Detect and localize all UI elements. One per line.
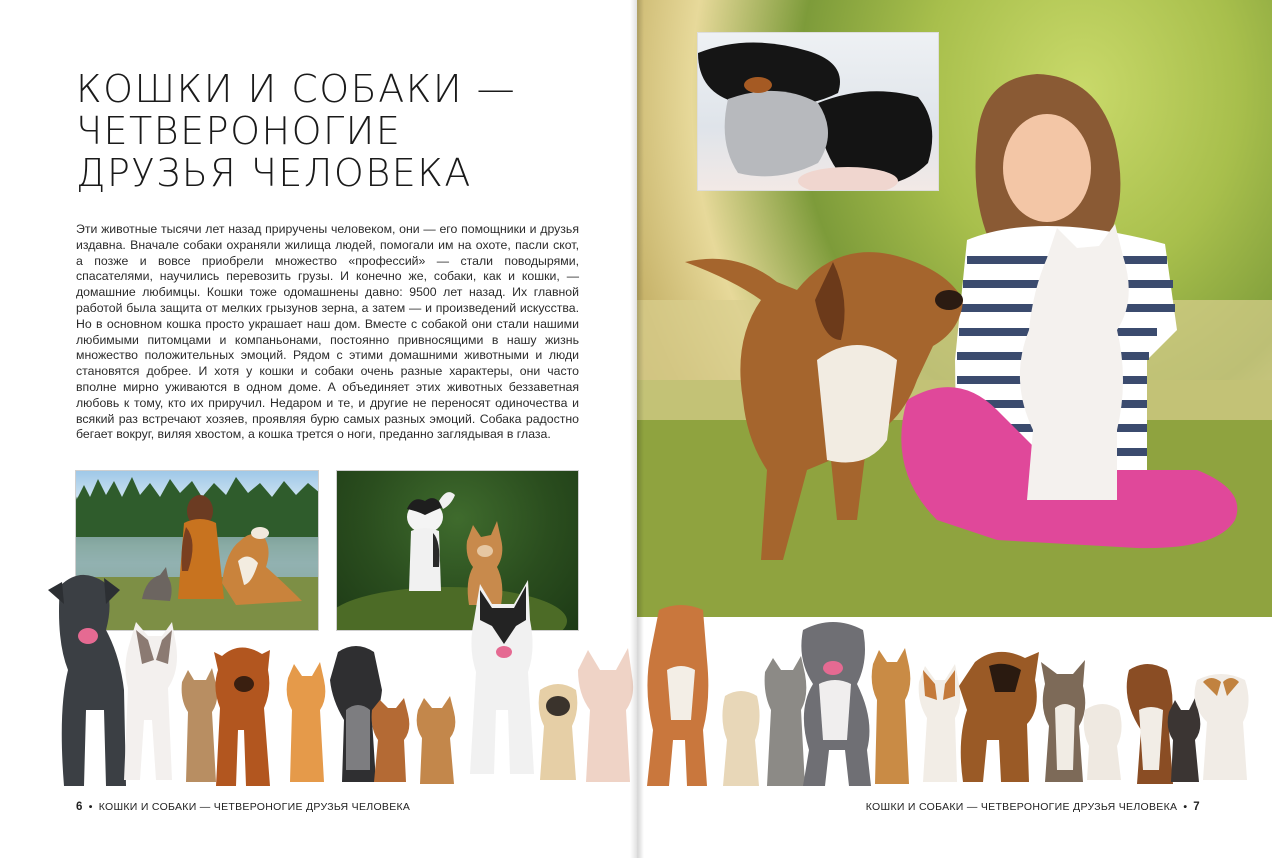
title-line-1: КОШКИ И СОБАКИ —	[76, 67, 517, 111]
page-number-left: 6	[76, 801, 83, 813]
sphynx-cat	[578, 648, 633, 782]
footer-right	[866, 801, 1200, 813]
husky-puppy	[124, 622, 177, 780]
brown-puppy	[214, 647, 270, 786]
animals-row-right	[637, 600, 1272, 800]
tabby-kitten-2	[417, 696, 456, 784]
title-line-2: ЧЕТВЕРОНОГИЕ	[76, 109, 402, 153]
bullet-dot-icon: •	[88, 801, 93, 813]
german-shepherd-puppy	[959, 652, 1039, 782]
title-line-3: ДРУЗЬЯ ЧЕЛОВЕКА	[76, 151, 472, 195]
right-page	[637, 0, 1272, 858]
bengal-kitten	[872, 648, 911, 784]
pit-bull	[801, 622, 871, 786]
cane-corso-dog	[48, 575, 126, 786]
page-number-right: 7	[1193, 801, 1200, 813]
body-paragraph: Эти животные тысячи лет назад приручены человеком, они — его помощники и друзья издавна. Вначале собаки охраняли жилища людей, помогали им на охоте, пасли скот, а позже и вовсе приобрели множество «профессий» — стали поводырями, спасателями, научились перевозить грузы. И конечно же, собаки, как и кошки, — домашние любимцы. Кошки тоже одомашнены давно: 9500 лет назад. Их главной работой была защита от мелких грызунов зерна, а затем — и произведений искусства. Но в основном кошка просто украшает наш дом. Вместе с собакой они стали нашими любимыми питомцами и компаньонами, постоянно привносящими в нашу жизнь множество положительных эмоций. Рядом с этими домашними животными и люди становятся добрее. И хотя у кошки и собаки очень разные характеры, они часто вполне мирно уживаются в одном доме. А объединяет этих животных беззаветная любовь к тому, кто их приручил. Недаром и те, и другие не переносят одиночества и всякий раз встречают хозяев, проявляя бурю самых разных эмоций. Собака радостно бегает вокруг, виляя хвостом, а кошка трется о ноги, преданно заглядывая в глаза.	[76, 222, 579, 442]
page-title	[76, 68, 596, 194]
running-title-left: КОШКИ И СОБАКИ — ЧЕТВЕРОНОГИЕ ДРУЗЬЯ ЧЕЛОВЕКА	[98, 801, 411, 813]
pug	[539, 684, 578, 780]
tabby-kitten-1	[182, 668, 218, 782]
persian-kitten	[1084, 704, 1122, 780]
siberian-husky	[470, 580, 534, 774]
book-gutter-shadow	[630, 0, 644, 858]
jack-russell	[919, 664, 961, 782]
ginger-kitten	[287, 662, 326, 782]
shih-tzu	[722, 691, 759, 786]
bullet-dot-icon: •	[1183, 801, 1188, 813]
yorkshire-terrier	[372, 698, 410, 782]
animals-row-left	[40, 560, 637, 800]
grey-tabby-cat	[765, 656, 807, 786]
footer-left	[76, 801, 410, 813]
running-title-right: КОШКИ И СОБАКИ — ЧЕТВЕРОНОГИЕ ДРУЗЬЯ ЧЕЛОВЕКА	[865, 801, 1178, 813]
basset-hound	[1127, 664, 1173, 784]
english-bulldog	[1195, 674, 1249, 780]
french-bulldog	[1041, 660, 1085, 782]
sleeping-pets-illustration	[698, 33, 939, 191]
boxer-dog	[647, 605, 708, 786]
photo-sleeping-puppies-kitten	[697, 32, 939, 191]
black-kitten	[1168, 698, 1201, 782]
